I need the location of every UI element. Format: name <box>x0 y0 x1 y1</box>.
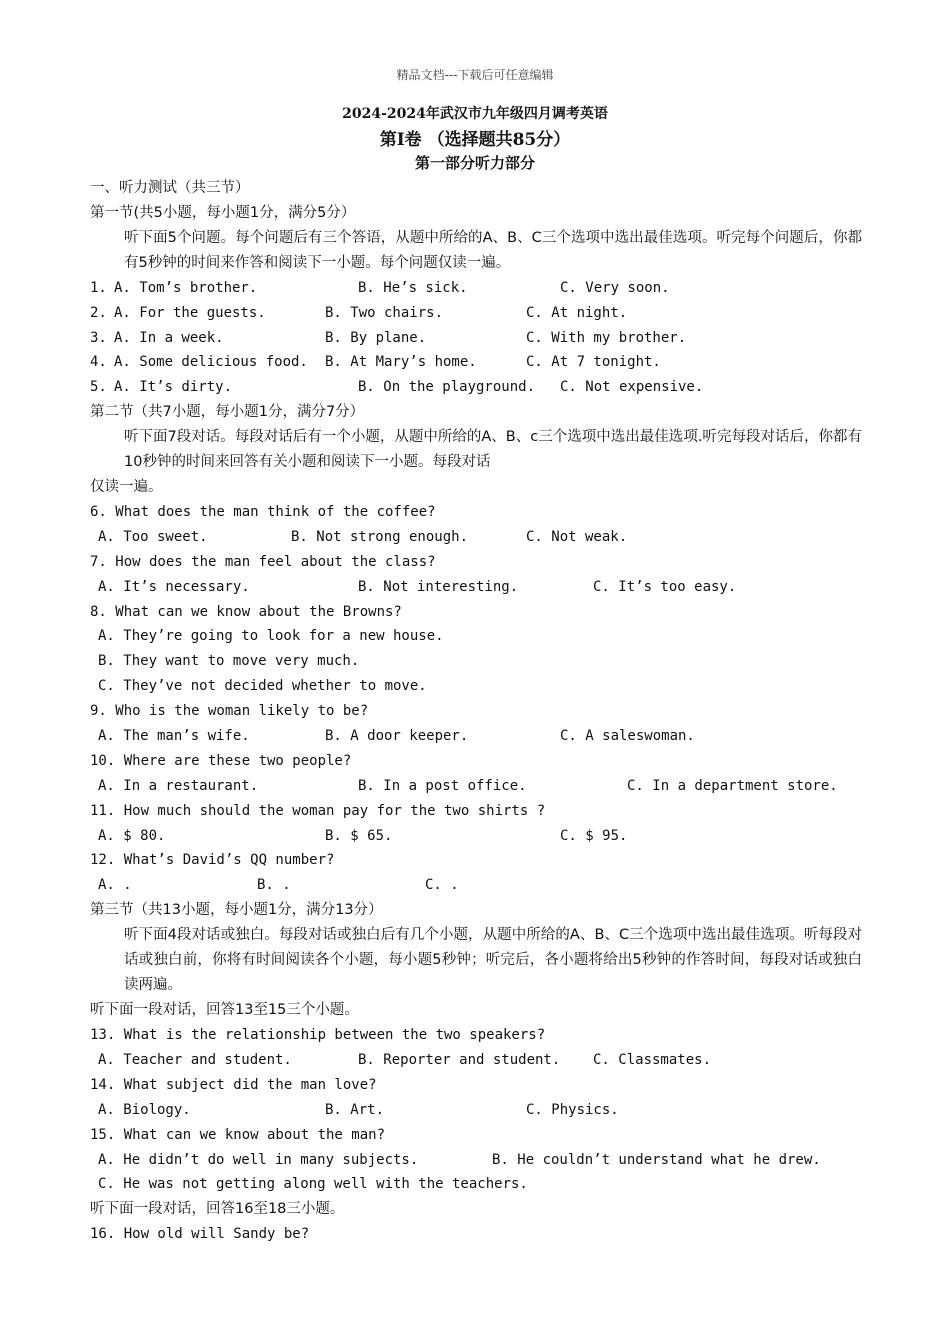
question-6: 6. What does the man think of the coffee? <box>90 504 436 521</box>
s3-heading: 第三节（共13小题，每小题1分，满分13分） <box>90 902 383 919</box>
question-number: 1. <box>90 279 107 296</box>
option-b: B. He couldn’t understand what he drew. <box>492 1151 821 1168</box>
option-c: C. Not weak. <box>526 528 628 545</box>
option-b: B. Not strong enough. <box>291 528 469 545</box>
question-16: 16. How old will Sandy be? <box>90 1226 310 1243</box>
option-b: B. Reporter and student. <box>358 1051 561 1068</box>
question-11-options <box>90 824 862 849</box>
option-a: A. In a restaurant. <box>98 777 259 794</box>
option-a: A. It’s necessary. <box>98 578 250 595</box>
s3-instructions: 听下面4段对话或独白。每段对话或独白后有几个小题，从题中所给的A、B、C三个选项中选出最佳选项。听每段对话或独白前，你将有时间阅读各个小题，每小题5秒钟；听完后，各小题将给出5秒钟的作答时间，每段对话或独白读两遍。 <box>124 927 862 993</box>
question-14-options <box>90 1098 862 1123</box>
option-b: B. Not interesting. <box>358 578 519 595</box>
question-13-options <box>90 1048 862 1073</box>
option-c: C. . <box>425 877 459 894</box>
question-8-option-c: C. They’ve not decided whether to move. <box>98 678 427 695</box>
option-b: B. At Mary’s home. <box>325 354 477 371</box>
part-title: 第一部分听力部分 <box>414 154 535 172</box>
option-a: A. Biology. <box>98 1101 191 1118</box>
option-a: A. $ 80. <box>98 827 166 844</box>
question-number: 4. <box>90 354 107 371</box>
option-a: A. Teacher and student. <box>98 1051 292 1068</box>
option-c: C. Not expensive. <box>560 379 704 396</box>
option-b: B. $ 65. <box>325 827 393 844</box>
option-c: C. At night. <box>526 304 628 321</box>
option-c: C. With my brother. <box>526 329 687 346</box>
question-8-option-b: B. They want to move very much. <box>98 653 360 670</box>
question-7-options <box>90 575 862 600</box>
option-c: C. A saleswoman. <box>560 728 695 745</box>
option-a: A. In a week. <box>114 329 224 346</box>
question-6-options <box>90 525 862 550</box>
option-c: C. Classmates. <box>593 1051 712 1068</box>
question-15: 15. What can we know about the man? <box>90 1126 386 1143</box>
question-15-options <box>90 1148 862 1173</box>
question-10: 10. Where are these two people? <box>90 752 352 769</box>
option-b: B. By plane. <box>325 329 427 346</box>
volume-title: 第Ⅰ卷 （选择题共85分） <box>379 130 571 150</box>
question-11: 11. How much should the woman pay for the two shirts ? <box>90 802 546 819</box>
option-c: C. It’s too easy. <box>593 578 737 595</box>
option-c: C. At 7 tonight. <box>526 354 661 371</box>
question-5 <box>90 375 862 400</box>
option-a: A. The man’s wife. <box>98 728 250 745</box>
question-15-option-c: C. He was not getting along well with the teachers. <box>98 1176 528 1193</box>
question-14: 14. What subject did the man love? <box>90 1076 377 1093</box>
option-c: C. In a department store. <box>627 777 838 794</box>
question-1 <box>90 276 862 301</box>
question-number: 3. <box>90 329 107 346</box>
question-10-options <box>90 774 862 799</box>
question-7: 7. How does the man feel about the class? <box>90 553 436 570</box>
exam-body <box>90 176 862 1247</box>
option-b: B. Two chairs. <box>325 304 444 321</box>
exam-title: 2024-2024年武汉市九年级四月调考英语 <box>342 106 608 122</box>
question-4 <box>90 350 862 375</box>
option-a: A. It’s dirty. <box>114 379 233 396</box>
question-number: 2. <box>90 304 107 321</box>
question-9: 9. Who is the woman likely to be? <box>90 703 369 720</box>
s1-heading: 第一节(共5小题，每小题1分，满分5分） <box>90 204 356 221</box>
option-a: A. Some delicious food. <box>114 354 308 371</box>
question-8: 8. What can we know about the Browns? <box>90 603 402 620</box>
option-b: B. On the playground. <box>358 379 536 396</box>
option-a: A. Tom’s brother. <box>114 279 258 296</box>
question-3 <box>90 326 862 351</box>
section-heading: 一、听力测试（共三节） <box>90 180 250 196</box>
question-2 <box>90 301 862 326</box>
group-1-heading: 听下面一段对话，回答13至15三个小题。 <box>90 1002 359 1019</box>
option-b: B. . <box>257 877 291 894</box>
s1-instructions: 听下面5个问题。每个问题后有三个答语，从题中所给的A、B、C三个选项中选出最佳选项。听完每个问题后，你都有5秒钟的时间来作答和阅读下一小题。每个问题仅读一遍。 <box>124 229 862 271</box>
option-a: A. For the guests. <box>114 304 266 321</box>
question-9-options <box>90 724 862 749</box>
question-12: 12. What’s David’s QQ number? <box>90 852 335 869</box>
option-a: A. He didn’t do well in many subjects. <box>98 1151 419 1168</box>
option-a: A. Too sweet. <box>98 528 208 545</box>
s2-heading: 第二节（共7小题，每小题1分，满分7分） <box>90 404 365 421</box>
option-c: C. Very soon. <box>560 279 670 296</box>
option-b: B. Art. <box>325 1101 385 1118</box>
option-b: B. In a post office. <box>358 777 527 794</box>
option-b: B. He’s sick. <box>358 279 468 296</box>
s2-instructions-end: 仅读一遍。 <box>90 479 163 496</box>
question-number: 5. <box>90 379 107 396</box>
s2-instructions: 听下面7段对话。每段对话后有一个小题，从题中所给的A、B、c三个选项中选出最佳选项.听完每段对话后，你都有10秒钟的时间来回答有关小题和阅读下一小题。每段对话 <box>124 429 862 471</box>
question-8-option-a: A. They’re going to look for a new house. <box>98 628 444 645</box>
option-a: A. . <box>98 877 132 894</box>
group-2-heading: 听下面一段对话，回答16至18三小题。 <box>90 1201 345 1218</box>
question-13: 13. What is the relationship between the two speakers? <box>90 1027 546 1044</box>
option-c: C. Physics. <box>526 1101 619 1118</box>
page-header: 精品文档---下载后可任意编辑 <box>396 68 554 82</box>
question-12-options <box>90 873 862 898</box>
option-b: B. A door keeper. <box>325 728 469 745</box>
option-c: C. $ 95. <box>560 827 628 844</box>
